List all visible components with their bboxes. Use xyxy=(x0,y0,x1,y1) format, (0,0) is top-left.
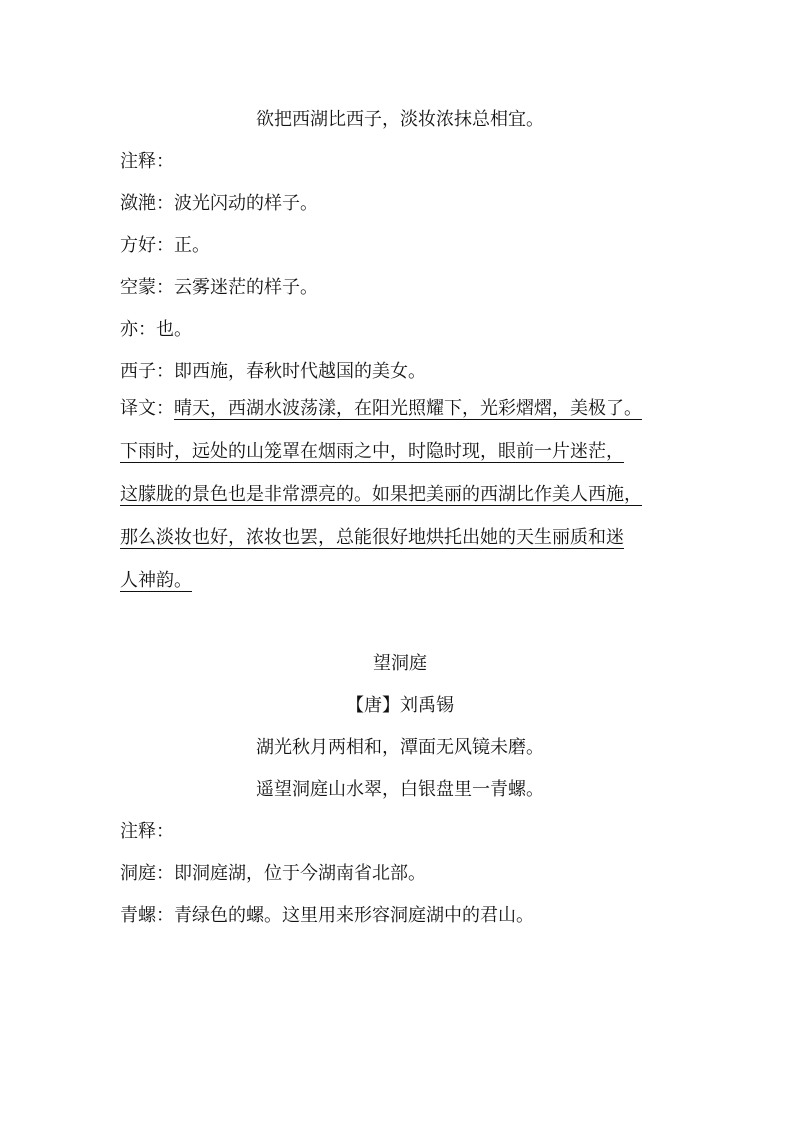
translation-paragraph xyxy=(120,396,702,611)
translation-line xyxy=(120,568,702,611)
translation-text: 下雨时，远处的山笼罩在烟雨之中，时隐时现，眼前一片迷茫， xyxy=(120,441,624,462)
translation-line xyxy=(120,525,702,568)
translation-text: 那么淡妆也好，浓妆也罢，总能很好地烘托出她的天生丽质和迷 xyxy=(120,527,624,548)
note-item: 空蒙：云雾迷茫的样子。 xyxy=(120,277,318,298)
translation-text: 晴天，西湖水波荡漾，在阳光照耀下，光彩熠熠，美极了。 xyxy=(174,398,642,419)
poem2-title: 望洞庭 xyxy=(373,653,427,674)
note-item: 洞庭：即洞庭湖，位于今湖南省北部。 xyxy=(120,863,426,884)
translation-label: 译文： xyxy=(120,398,174,419)
poem2-line: 湖光秋月两相和，潭面无风镜未磨。 xyxy=(256,737,544,758)
poem1-last-line: 欲把西湖比西子，淡妆浓抹总相宜。 xyxy=(256,109,544,130)
translation-text: 人神韵。 xyxy=(120,570,192,591)
translation-line xyxy=(120,439,702,482)
translation-text: 这朦胧的景色也是非常漂亮的。如果把美丽的西湖比作美人西施， xyxy=(120,484,642,505)
notes2-heading: 注释： xyxy=(120,821,174,842)
note-item: 潋滟：波光闪动的样子。 xyxy=(120,193,318,214)
note-item: 方好：正。 xyxy=(120,235,210,256)
note-item: 亦：也。 xyxy=(120,319,192,340)
note-item: 青螺：青绿色的螺。这里用来形容洞庭湖中的君山。 xyxy=(120,905,534,926)
note-item: 西子：即西施，春秋时代越国的美女。 xyxy=(120,361,426,382)
poem2-author: 【唐】刘禹锡 xyxy=(346,695,454,716)
translation-line xyxy=(120,482,702,525)
poem2-line: 遥望洞庭山水翠，白银盘里一青螺。 xyxy=(256,779,544,800)
translation-line xyxy=(120,396,702,439)
notes1-heading: 注释： xyxy=(120,151,174,172)
